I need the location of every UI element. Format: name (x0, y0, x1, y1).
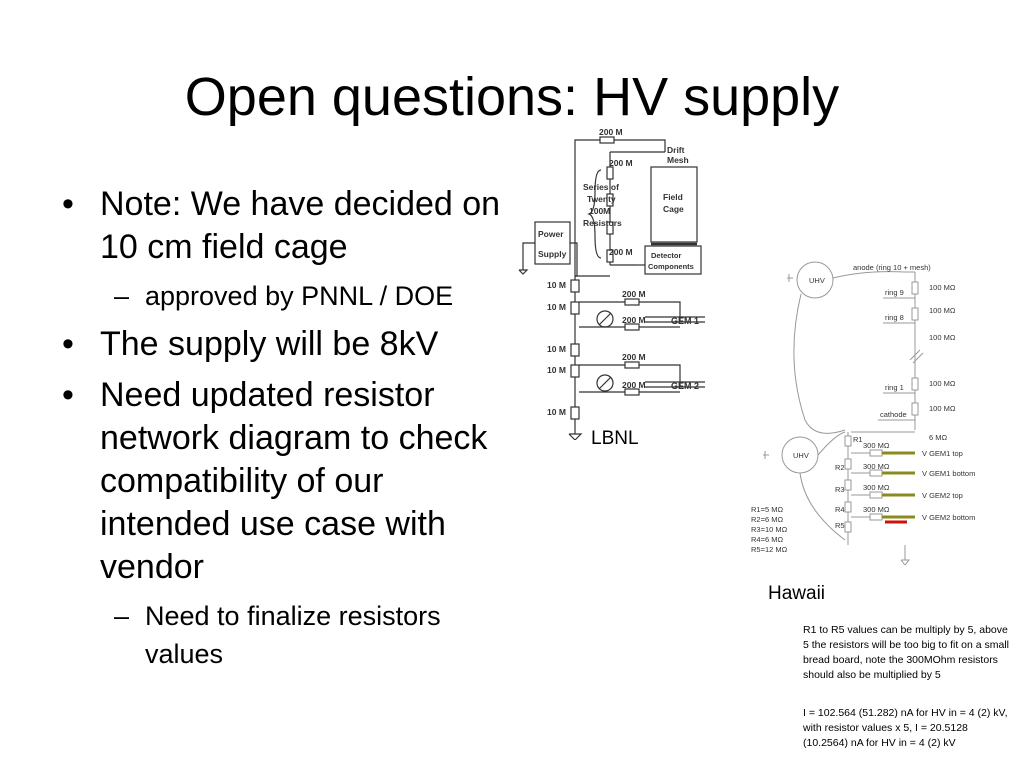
lbnl-cage-label: Cage (663, 204, 684, 214)
hawaii-uhv-bottom-label: UHV (793, 451, 809, 460)
hawaii-uhv-top-label: UHV (809, 276, 825, 285)
lbnl-chain-resistor-label-top: 200 M (609, 158, 633, 168)
hawaii-r2-label: R2 (835, 463, 845, 472)
hawaii-gem1-top-label: V GEM1 top (922, 449, 963, 458)
lbnl-series-label-2: Twenty (587, 194, 616, 204)
hawaii-gem-resistor-label-4: 300 MΩ (863, 505, 890, 514)
lbnl-gem2-label: GEM 2 (671, 381, 700, 391)
bullet-resistor-network: • Need updated resistor network diagram to check compatibility of our intended use case with vendor (62, 374, 502, 589)
lbnl-gem-resistor-label-1: 200 M (622, 289, 646, 299)
bullet-list (62, 183, 502, 681)
hawaii-gem1-bottom-label: V GEM1 bottom (922, 469, 976, 478)
lbnl-components-label: Components (648, 262, 694, 271)
slide-title: Open questions: HV supply (184, 67, 840, 127)
lbnl-divider-resistor-label-2: 10 M (547, 302, 566, 312)
hawaii-ring8-label: ring 8 (885, 313, 904, 322)
hawaii-r3-label: R3 (835, 485, 845, 494)
lbnl-chain-resistor-label-bottom: 200 M (609, 247, 633, 257)
resistor-scaling-note: R1 to R5 values can be multiply by 5, above 5 the resistors will be too big to fit on a small bread board, note the 300MOhm resistors should also be multiplied by 5 (803, 624, 1010, 681)
hawaii-r5-value: R5=12 MΩ (751, 545, 788, 554)
lbnl-series-label-3: 100M (589, 206, 611, 216)
hawaii-r1-value: R1=5 MΩ (751, 505, 784, 514)
bullet-field-cage: • Note: We have decided on 10 cm field cage (62, 183, 502, 269)
lbnl-supply-label: Supply (538, 249, 567, 259)
lbnl-series-label-1: Series of (583, 182, 619, 192)
hawaii-cathode-label: cathode (880, 410, 907, 419)
lbnl-power-label: Power (538, 229, 564, 239)
bullet-supply: • The supply will be 8kV (62, 323, 502, 366)
lbnl-gem-resistor-label-3: 200 M (622, 352, 646, 362)
hawaii-ring1-label: ring 1 (885, 383, 904, 392)
hawaii-gem2-bottom-label: V GEM2 bottom (922, 513, 976, 522)
hawaii-r5-label: R5 (835, 521, 845, 530)
lbnl-detector-label: Detector (651, 251, 682, 260)
lbnl-circuit-diagram (505, 122, 710, 440)
lbnl-drift-label: Drift (667, 145, 685, 155)
current-calculation-note: I = 102.564 (51.282) nA for HV in = 4 (2) kV, with resistor values x 5, I = 20.5128 (10.2564) nA for HV in = 4 (2) kV (803, 707, 1008, 749)
lbnl-gem-resistor-label-4: 200 M (622, 380, 646, 390)
hawaii-r3-value: R3=10 MΩ (751, 525, 788, 534)
hawaii-ring9-label: ring 9 (885, 288, 904, 297)
hawaii-r4-label: R4 (835, 505, 845, 514)
lbnl-mesh-label: Mesh (667, 155, 689, 165)
hawaii-ring-resistor-label-2: 100 MΩ (929, 306, 956, 315)
hawaii-cathode-resistor-label: 6 MΩ (929, 433, 948, 442)
hawaii-circuit-diagram (745, 260, 1020, 565)
hawaii-gem-resistor-label-1: 300 MΩ (863, 441, 890, 450)
lbnl-divider-resistor-label-5: 10 M (547, 407, 566, 417)
hawaii-ring-resistor-label-1: 100 MΩ (929, 283, 956, 292)
lbnl-divider-resistor-label-1: 10 M (547, 280, 566, 290)
lbnl-top-resistor-label: 200 M (599, 127, 623, 137)
lbnl-field-label: Field (663, 192, 683, 202)
hawaii-anode-label: anode (ring 10 + mesh) (853, 263, 931, 272)
hawaii-r1-label: R1 (853, 435, 863, 444)
lbnl-series-label-4: Resistors (583, 218, 622, 228)
hawaii-r4-value: R4=6 MΩ (751, 535, 784, 544)
hawaii-ring-resistor-label-4: 100 MΩ (929, 404, 956, 413)
hawaii-gem-resistor-label-2: 300 MΩ (863, 462, 890, 471)
sub-bullet-finalize: – Need to finalize resistors values (62, 597, 502, 673)
lbnl-divider-resistor-label-4: 10 M (547, 365, 566, 375)
hawaii-r2-value: R2=6 MΩ (751, 515, 784, 524)
sub-bullet-approved: – approved by PNNL / DOE (62, 277, 502, 315)
lbnl-caption: LBNL (591, 428, 639, 449)
hawaii-ring-resistor-label-3: 100 MΩ (929, 379, 956, 388)
lbnl-gem-resistor-label-2: 200 M (622, 315, 646, 325)
hawaii-caption: Hawaii (768, 583, 826, 604)
lbnl-divider-resistor-label-3: 10 M (547, 344, 566, 354)
hawaii-gem-resistor-label-3: 300 MΩ (863, 483, 890, 492)
hawaii-ring-resistor-label-5: 100 MΩ (929, 333, 956, 342)
hawaii-gem2-top-label: V GEM2 top (922, 491, 963, 500)
lbnl-gem1-label: GEM 1 (671, 316, 700, 326)
